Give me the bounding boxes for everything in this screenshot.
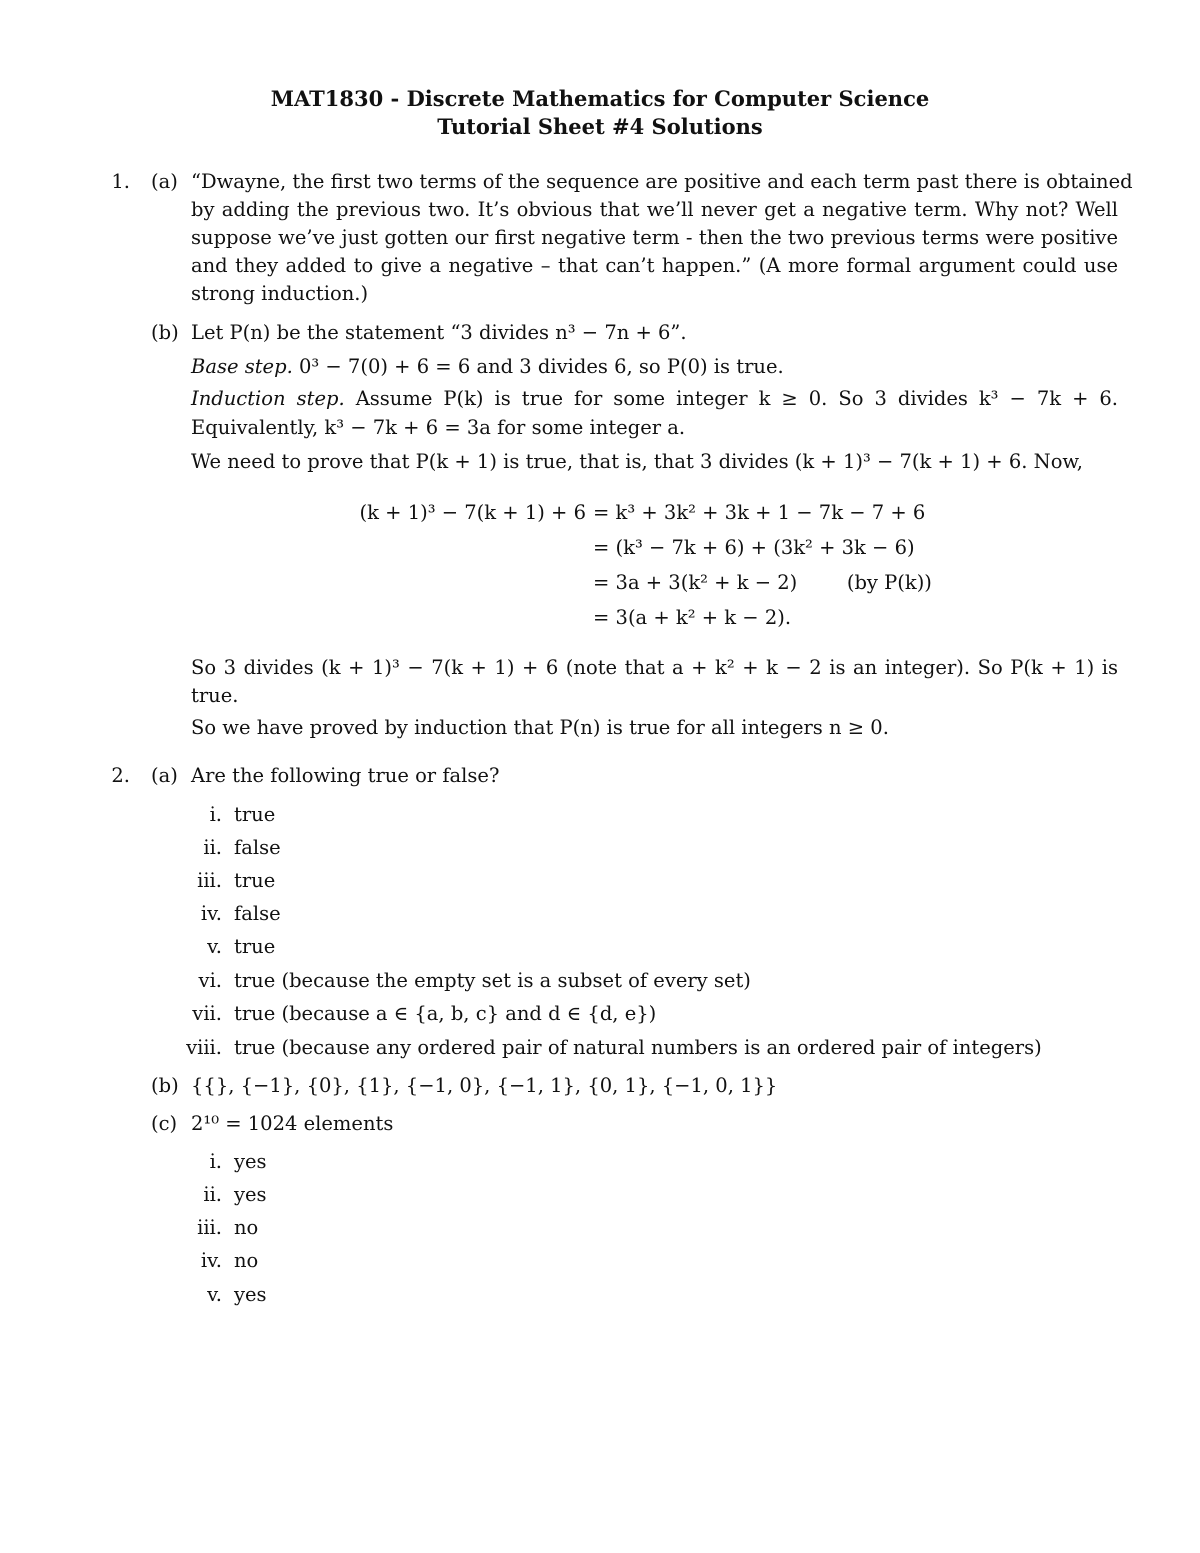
q1b-base-step: [191, 353, 784, 381]
q2a-item-text: false: [234, 836, 281, 859]
q1b-label: (b): [151, 321, 179, 344]
q2c-item-text: no: [234, 1249, 259, 1272]
q1a-line-2: by adding the previous two. It’s obvious that we’ll never get a negative term. Why not? Well: [191, 198, 1118, 221]
q2a-item-number: i.: [209, 803, 222, 826]
document-subtitle: Tutorial Sheet #4 Solutions: [437, 114, 763, 139]
q2c-item-text: yes: [234, 1183, 267, 1206]
q1b-induction-step: [191, 385, 1118, 413]
q1b-equivalently: Equivalently, k³ − 7k + 6 = 3a for some integer a.: [191, 416, 686, 439]
q2a-item-text: true (because any ordered pair of natural numbers is an ordered pair of integers): [234, 1036, 1042, 1059]
q1a-line-3: suppose we’ve just gotten our first negative term - then the two previous terms were positive: [191, 226, 1118, 249]
q2a-item-number: iii.: [197, 869, 222, 892]
q1b-statement: Let P(n) be the statement “3 divides n³ − 7n + 6”.: [191, 321, 687, 344]
q2a-label: (a): [151, 764, 178, 787]
q1b-need-to-prove: We need to prove that P(k + 1) is true, that is, that 3 divides (k + 1)³ − 7(k + 1) + 6. Now,: [191, 450, 1084, 473]
q2a-item-number: viii.: [186, 1036, 222, 1059]
q2c-item-number: i.: [209, 1150, 222, 1173]
q1a-line-1: “Dwayne, the first two terms of the sequence are positive and each term past there is obtained: [191, 170, 1133, 193]
equation-row-1: = k³ + 3k² + 3k + 1 − 7k − 7 + 6: [593, 501, 926, 524]
q1a-label: (a): [151, 170, 178, 193]
q2c-item-number: ii.: [203, 1183, 222, 1206]
document-title: MAT1830 - Discrete Mathematics for Computer Science: [270, 86, 930, 111]
induction-step-text: Assume P(k) is true for some integer k ≥ 0. So 3 divides k³ − 7k + 6.: [355, 387, 1119, 410]
base-step-label: Base step.: [191, 355, 293, 378]
q2a-item-number: v.: [207, 935, 222, 958]
equation-lhs: (k + 1)³ − 7(k + 1) + 6: [359, 501, 586, 524]
q2c-item-number: iii.: [197, 1216, 222, 1239]
equation-row-2: = (k³ − 7k + 6) + (3k² + 3k − 6): [593, 536, 915, 559]
q2c-item-text: no: [234, 1216, 259, 1239]
q2c-item-number: iv.: [200, 1249, 222, 1272]
induction-step-label: Induction step.: [191, 387, 345, 410]
equation-row-4: = 3(a + k² + k − 2).: [593, 606, 792, 629]
q2a-item-number: vi.: [198, 969, 222, 992]
q2c-text: 2¹⁰ = 1024 elements: [191, 1112, 394, 1135]
q2a-text: Are the following true or false?: [191, 764, 500, 787]
q2a-item-text: true (because the empty set is a subset of every set): [234, 969, 751, 992]
q2b-text: {{}, {−1}, {0}, {1}, {−1, 0}, {−1, 1}, {0, 1}, {−1, 0, 1}}: [191, 1074, 778, 1097]
q2a-item-text: false: [234, 902, 281, 925]
q2a-item-number: vii.: [192, 1002, 222, 1025]
q2a-item-text: true (because a ∈ {a, b, c} and d ∈ {d, e}): [234, 1002, 657, 1025]
q2a-item-number: ii.: [203, 836, 222, 859]
q2c-item-text: yes: [234, 1283, 267, 1306]
q1b-so-divides-cont: true.: [191, 684, 239, 707]
q1-number: 1.: [111, 170, 130, 193]
q1b-so-divides: So 3 divides (k + 1)³ − 7(k + 1) + 6 (note that a + k² + k − 2 is an integer). So P(k + 1) is: [191, 656, 1118, 679]
q2c-item-text: yes: [234, 1150, 267, 1173]
q2a-item-text: true: [234, 935, 276, 958]
q2c-label: (c): [151, 1112, 178, 1135]
q2a-item-text: true: [234, 869, 276, 892]
q2a-item-text: true: [234, 803, 276, 826]
q1b-conclusion: So we have proved by induction that P(n) is true for all integers n ≥ 0.: [191, 716, 889, 739]
q2b-label: (b): [151, 1074, 179, 1097]
q2-number: 2.: [111, 764, 130, 787]
q1a-line-4: and they added to give a negative – that can’t happen.” (A more formal argument could use: [191, 254, 1118, 277]
q2a-item-number: iv.: [200, 902, 222, 925]
equation-row-3: = 3a + 3(k² + k − 2) (by P(k)): [593, 571, 932, 594]
base-step-text: 0³ − 7(0) + 6 = 6 and 3 divides 6, so P(0) is true.: [298, 355, 784, 378]
q2c-item-number: v.: [207, 1283, 222, 1306]
q1a-line-5: strong induction.): [191, 282, 369, 305]
